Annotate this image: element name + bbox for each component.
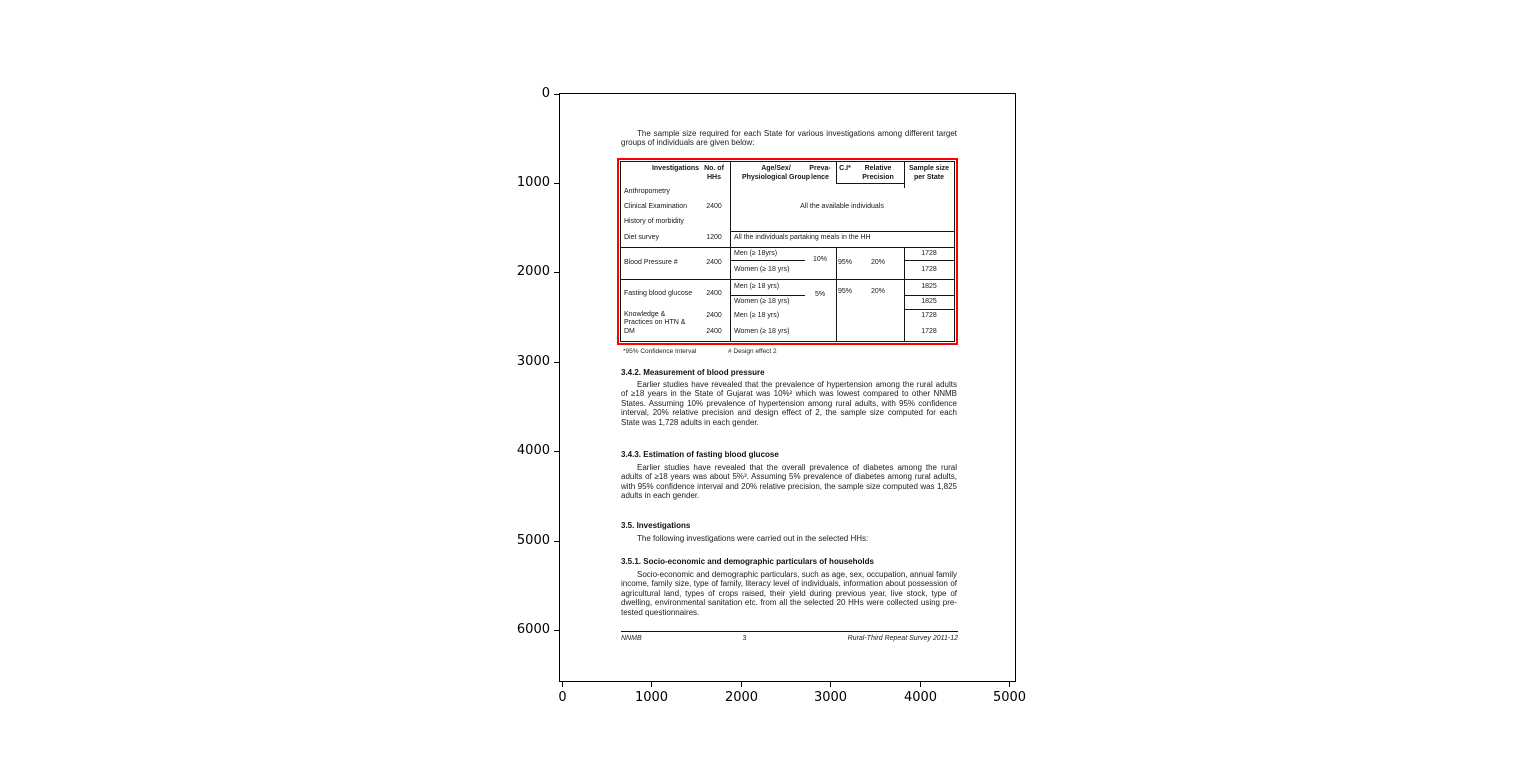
col-header-prevalence: lence <box>811 174 829 181</box>
col-header-no-of-hhs: No. of <box>704 165 724 172</box>
page-footer <box>621 635 958 642</box>
y-tick-label: 3000 <box>516 354 550 369</box>
section-body-351: Socio-economic and demographic particulars, such as age, sex, occupation, annual family income, family size, type of family, literacy level of individuals, information about possession of agricultural land, types of crops raised, their yield during previous year, live stock, type of dwelling, environmental sanitation etc. from all the selected 20 HHs were collected using pre-tested questionnaires. <box>621 570 957 617</box>
table-cell: 95% <box>837 259 852 266</box>
x-tick-label: 4000 <box>903 690 938 705</box>
table-cell: Blood Pressure # <box>624 259 678 266</box>
table-footnote <box>623 348 777 355</box>
x-tick <box>724 681 759 705</box>
table-cell: 1825 <box>921 283 937 290</box>
plot-axes <box>516 86 1027 705</box>
table-cell: 20% <box>870 288 885 295</box>
col-header-relative-precision: Precision <box>862 174 894 181</box>
scanned-document-page <box>560 94 1015 681</box>
table-cell: Anthropometry <box>624 188 670 195</box>
table-cell: 1728 <box>921 312 937 319</box>
y-tick-label: 6000 <box>516 622 550 637</box>
y-tick-label: 2000 <box>516 264 550 279</box>
col-header-sample-size: Sample size <box>908 165 950 172</box>
y-tick-label: 0 <box>541 86 550 101</box>
table-cell: 2400 <box>706 290 722 297</box>
footer-page-number: 3 <box>742 635 747 642</box>
table-cell: 2400 <box>706 203 722 210</box>
col-header-prevalence: Preva- <box>809 165 831 172</box>
section-body-35: The following investigations were carried out in the selected HHs: <box>637 534 869 543</box>
table-cell: 2400 <box>706 328 722 335</box>
footer-rule <box>621 631 958 632</box>
table-cell: Men (≥ 18 yrs) <box>734 283 780 290</box>
y-tick-label: 5000 <box>516 533 550 548</box>
table-cell: Women (≥ 18 yrs) <box>734 266 790 273</box>
y-tick-label: 1000 <box>516 175 550 190</box>
section-body-342: Earlier studies have revealed that the prevalence of hypertension among the rural adults of ≥18 years in the State of Gujarat was 10%² which was lowest compared to other NNMB States. Assuming 10% prevalence of hypertension among rural adults, with 95% confidence interval, 20% relative precision and design effect of 2, the sample size computed for each State was 1,728 adults in each gender. <box>621 380 957 427</box>
col-header-relative-precision: Relative <box>864 165 892 172</box>
table-cell: Men (≥ 18 yrs) <box>734 312 780 319</box>
table-cell: 2400 <box>706 312 722 319</box>
table-cell: Clinical Examination <box>624 203 688 210</box>
table-cell: Knowledge & <box>624 311 666 318</box>
table-line <box>621 247 954 248</box>
x-tick <box>992 681 1027 705</box>
table-line <box>836 183 904 184</box>
table-line <box>730 295 806 296</box>
x-tick <box>634 681 669 705</box>
footer-right: Rural-Third Repeat Survey 2011-12 <box>847 635 958 642</box>
table-line <box>904 260 954 261</box>
table-line <box>621 279 954 280</box>
table-cell: All the available individuals <box>800 203 884 210</box>
col-header-no-of-hhs: HHs <box>706 174 721 181</box>
x-tick-label: 2000 <box>724 690 759 705</box>
table-cell: 1200 <box>706 234 722 241</box>
table-cell: 1728 <box>921 328 937 335</box>
sample-size-table <box>620 161 955 342</box>
section-heading-351: 3.5.1. Socio-economic and demographic particulars of households <box>621 557 874 566</box>
table-line <box>904 295 954 296</box>
x-tick <box>558 681 567 705</box>
table-line <box>730 231 954 232</box>
table-line <box>904 247 905 341</box>
x-tick-label: 3000 <box>813 690 848 705</box>
table-cell: Fasting blood glucose <box>624 290 693 297</box>
table-line <box>730 260 806 261</box>
table-line <box>904 309 954 310</box>
x-tick <box>813 681 848 705</box>
col-header-ci: C.I* <box>839 165 851 172</box>
table-highlight-box <box>617 158 958 345</box>
x-tick-label: 0 <box>558 690 567 705</box>
section-body-343: Earlier studies have revealed that the overall prevalence of diabetes among the rural adults of ≥18 years was about 5%³. Assuming 5% prevalence of diabetes among rural adults, with 95% confidence interval and 20% relative precision, the sample size computed was 1,825 adults in each gender. <box>621 463 957 501</box>
table-cell: All the individuals partaking meals in the HH <box>734 234 871 241</box>
table-cell: Women (≥ 18 yrs) <box>734 298 790 305</box>
table-cell: 1728 <box>921 250 937 257</box>
y-tick-label: 4000 <box>516 443 550 458</box>
table-cell: Diet survey <box>624 234 660 241</box>
col-header-investigations: Investigations <box>651 165 700 172</box>
col-header-sample-size: per State <box>914 174 944 181</box>
footnote-design-effect: # Design effect 2 <box>727 348 777 355</box>
intro-paragraph: The sample size required for each State for various investigations among different target groups of individuals are given below: <box>621 129 957 148</box>
col-header-age-sex: Age/Sex/ <box>761 165 791 172</box>
table-cell: 1825 <box>921 298 937 305</box>
section-heading-343: 3.4.3. Estimation of fasting blood glucose <box>621 450 779 459</box>
table-cell: 95% <box>837 288 852 295</box>
footer-left: NNMB <box>621 635 642 642</box>
table-cell: 5% <box>805 291 835 299</box>
table-cell: Women (≥ 18 yrs) <box>734 328 790 335</box>
table-cell: 20% <box>870 259 885 266</box>
table-cell: History of morbidity <box>624 218 684 225</box>
table-cell: 1728 <box>921 266 937 273</box>
x-tick-label: 1000 <box>634 690 669 705</box>
col-header-age-sex: Physiological Group <box>741 174 811 181</box>
x-tick-label: 5000 <box>992 690 1027 705</box>
table-cell: DM <box>624 328 635 335</box>
table-cell: 2400 <box>706 259 722 266</box>
footnote-ci: *95% Confidence Interval <box>623 348 697 355</box>
section-heading-342: 3.4.2. Measurement of blood pressure <box>621 368 765 377</box>
table-cell: Men (≥ 18yrs) <box>734 250 778 257</box>
table-cell: 10% <box>805 256 835 264</box>
x-tick <box>903 681 938 705</box>
section-heading-35: 3.5. Investigations <box>621 521 691 530</box>
table-cell: Practices on HTN & <box>624 319 686 326</box>
